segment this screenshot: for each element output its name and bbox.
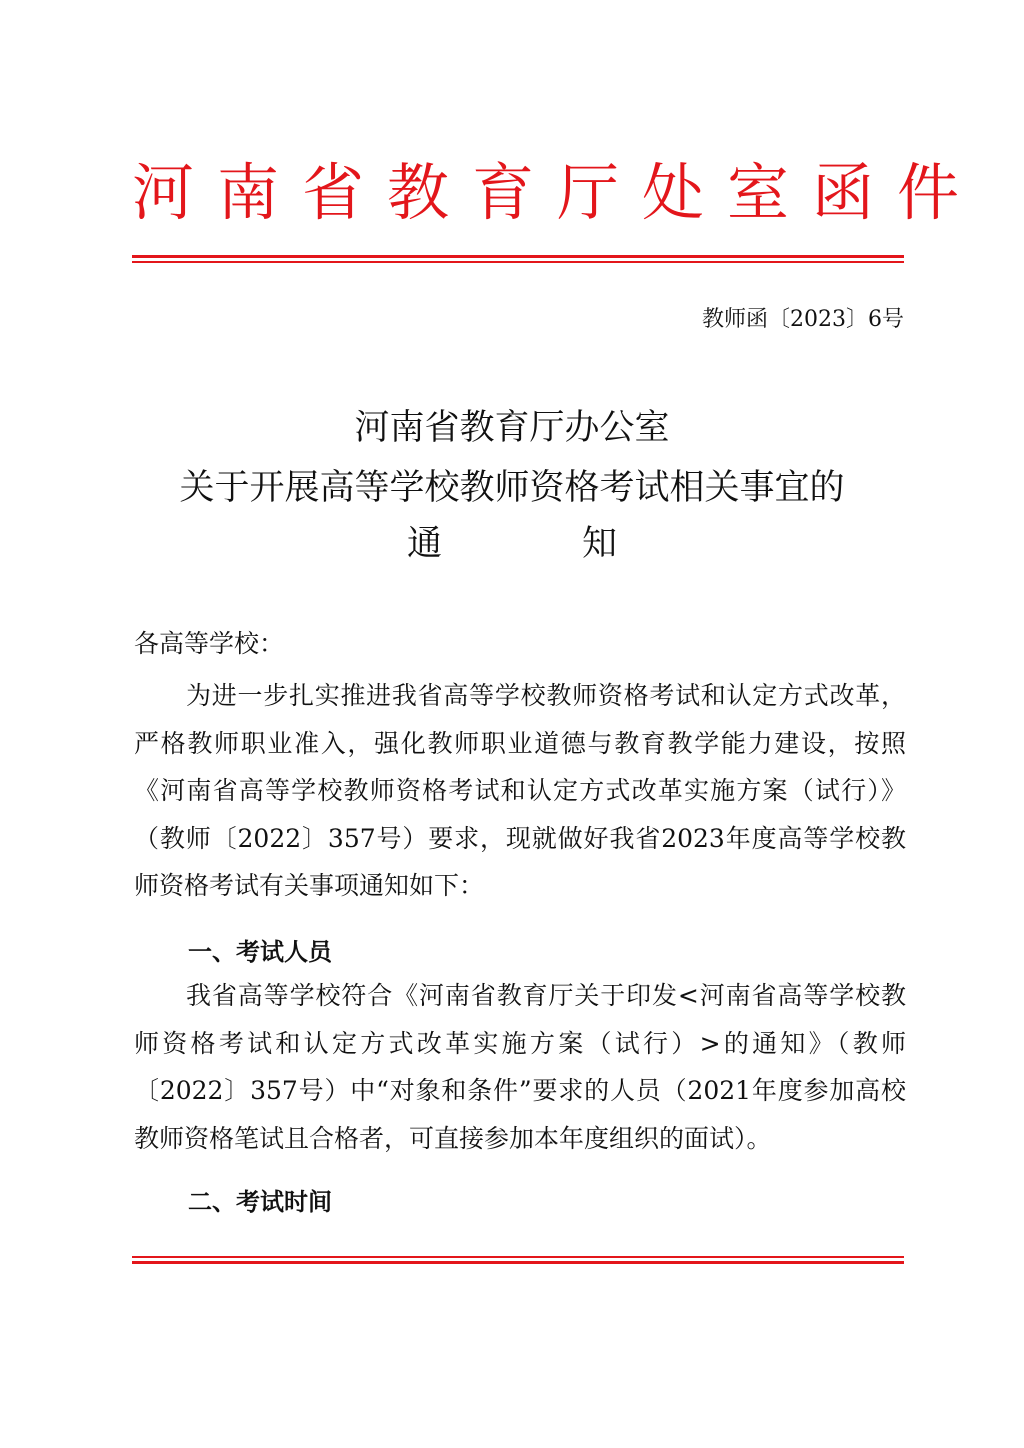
title-line-2: 关于开展高等学校教师资格考试相关事宜的 [179, 468, 845, 508]
paragraph-examinees: 我省高等学校符合《河南省教育厅关于印发<河南省高等学校教师资格考试和认定方式改革实施方案（试行）>的通知》（教师〔2022〕357号）中“对象和条件”要求的人员（2021年度参加高校教师资格笔试且合格者，可直接参加本年度组织的面试）。 [134, 981, 906, 1153]
thin-line [132, 1256, 904, 1258]
title-line-3: 通知 [406, 524, 757, 564]
thick-line [132, 1261, 904, 1264]
thick-line [132, 255, 904, 258]
thin-line [132, 261, 904, 263]
section-heading-1: 一、考试人员 [188, 938, 332, 966]
title-line-1: 河南省教育厅办公室 [354, 408, 670, 448]
masthead-title: 河南省教育厅处室函件 [132, 156, 983, 229]
header-red-rule [132, 255, 904, 263]
document-number: 教师函〔2023〕6号 [702, 307, 904, 332]
paragraph-intro: 为进一步扎实推进我省高等学校教师资格考试和认定方式改革，严格教师职业准入，强化教师职业道德与教育教学能力建设，按照《河南省高等学校教师资格考试和认定方式改革实施方案（试行）》（教师〔2022〕357号）要求，现就做好我省2023年度高等学校教师资格考试有关事项通知如下： [134, 681, 906, 900]
section-heading-2: 二、考试时间 [188, 1188, 332, 1216]
salutation: 各高等学校： [134, 629, 285, 658]
footer-red-rule [132, 1256, 904, 1264]
